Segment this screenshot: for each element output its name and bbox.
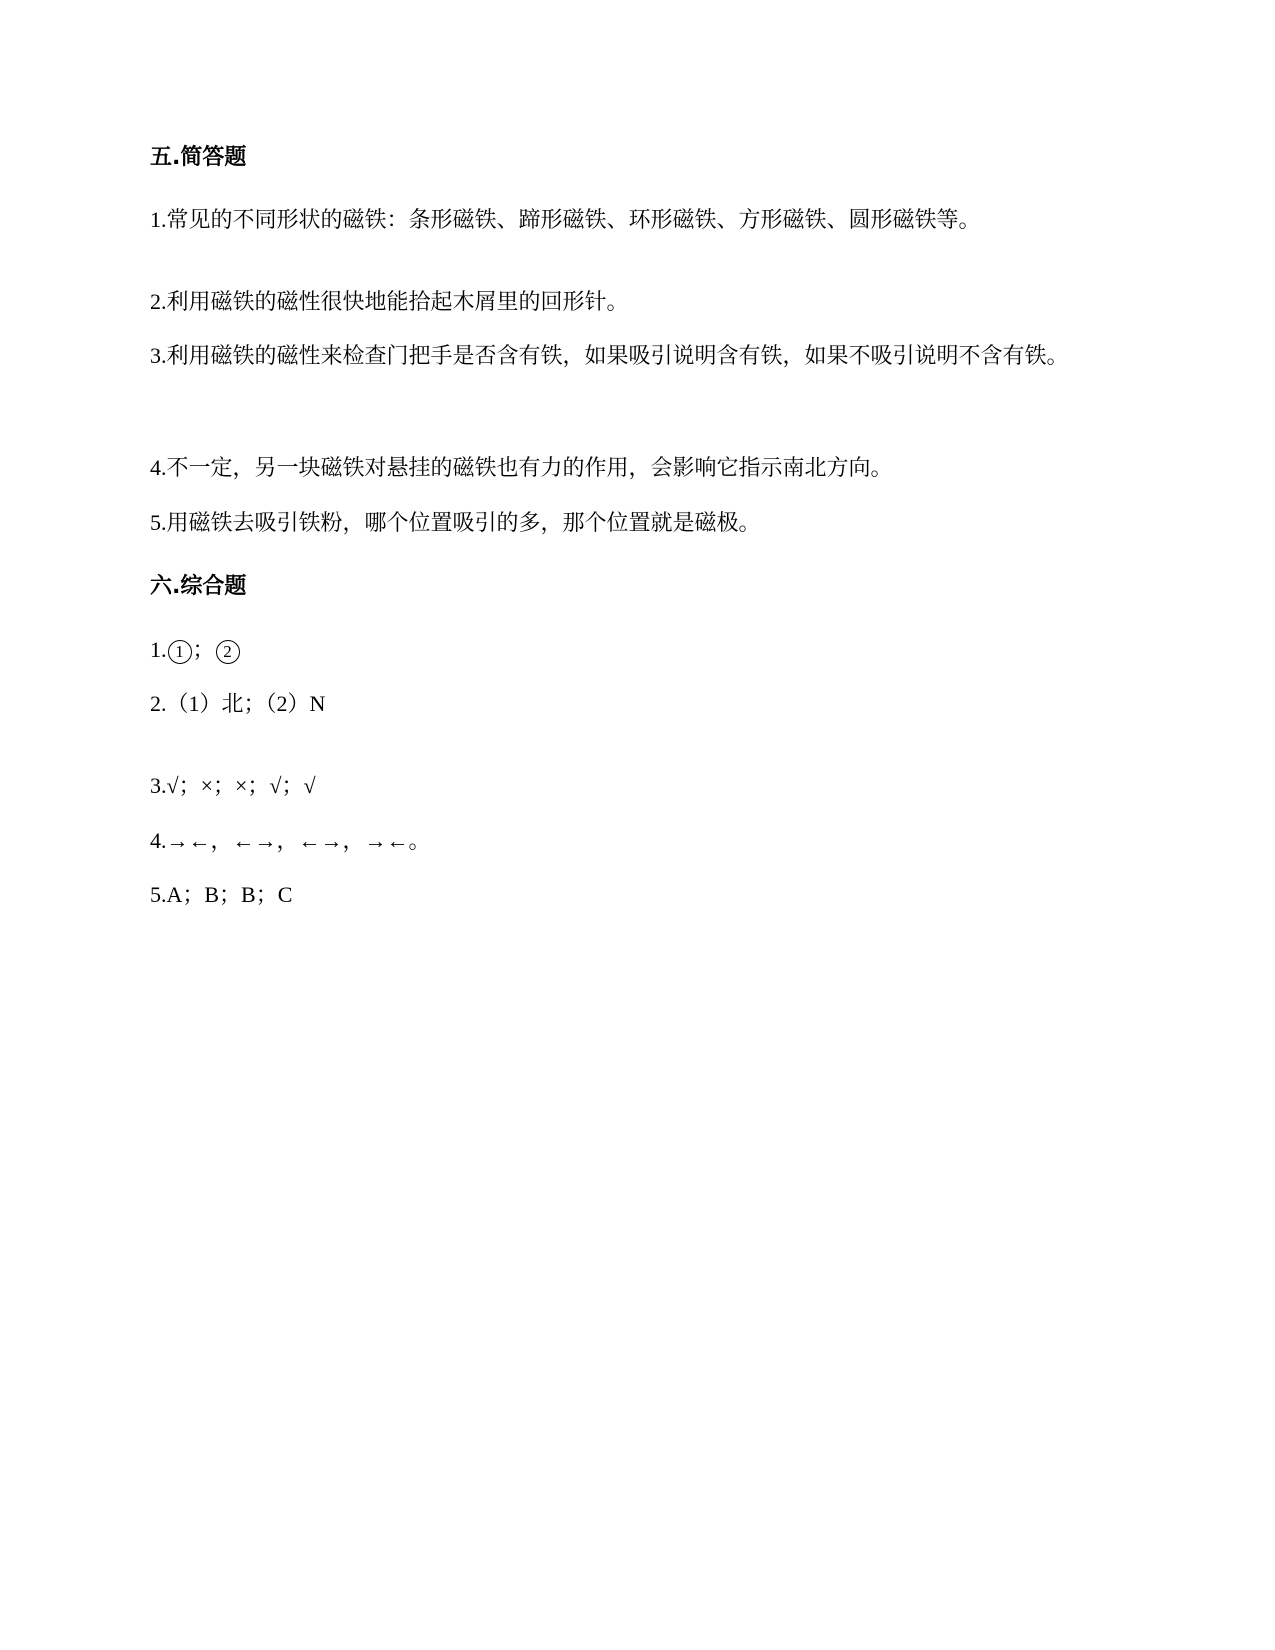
short-answer-item-4: 4.不一定，另一块磁铁对悬挂的磁铁也有力的作用，会影响它指示南北方向。 [150,455,893,480]
comprehensive-item-5: 5.A；B；B；C [150,882,293,907]
section-heading-comprehensive: 六.综合题 [150,574,247,599]
item-number: 1. [150,637,167,662]
circled-number-2: 2 [216,640,240,664]
comprehensive-item-1 [150,634,1125,666]
short-answer-item-3: 3.利用磁铁的磁性来检查门把手是否含有铁，如果吸引说明含有铁，如果不吸引说明不含有铁。 [150,343,1069,368]
short-answer-item-2: 2.利用磁铁的磁性很快地能拾起木屑里的回形针。 [150,289,629,314]
section-heading-short-answer: 五.简答题 [150,145,247,170]
short-answer-item-5: 5.用磁铁去吸引铁粉，哪个位置吸引的多，那个位置就是磁极。 [150,510,761,535]
circled-number-1: 1 [168,640,192,664]
comprehensive-item-4: 4.→←，←→，←→，→←。 [150,828,431,853]
comprehensive-item-2: 2.（1）北；（2）N [150,691,326,716]
comprehensive-item-3: 3.√；×；×；√；√ [150,773,316,798]
separator: ； [192,637,215,662]
short-answer-item-1: 1.常见的不同形状的磁铁：条形磁铁、蹄形磁铁、环形磁铁、方形磁铁、圆形磁铁等。 [150,207,981,232]
